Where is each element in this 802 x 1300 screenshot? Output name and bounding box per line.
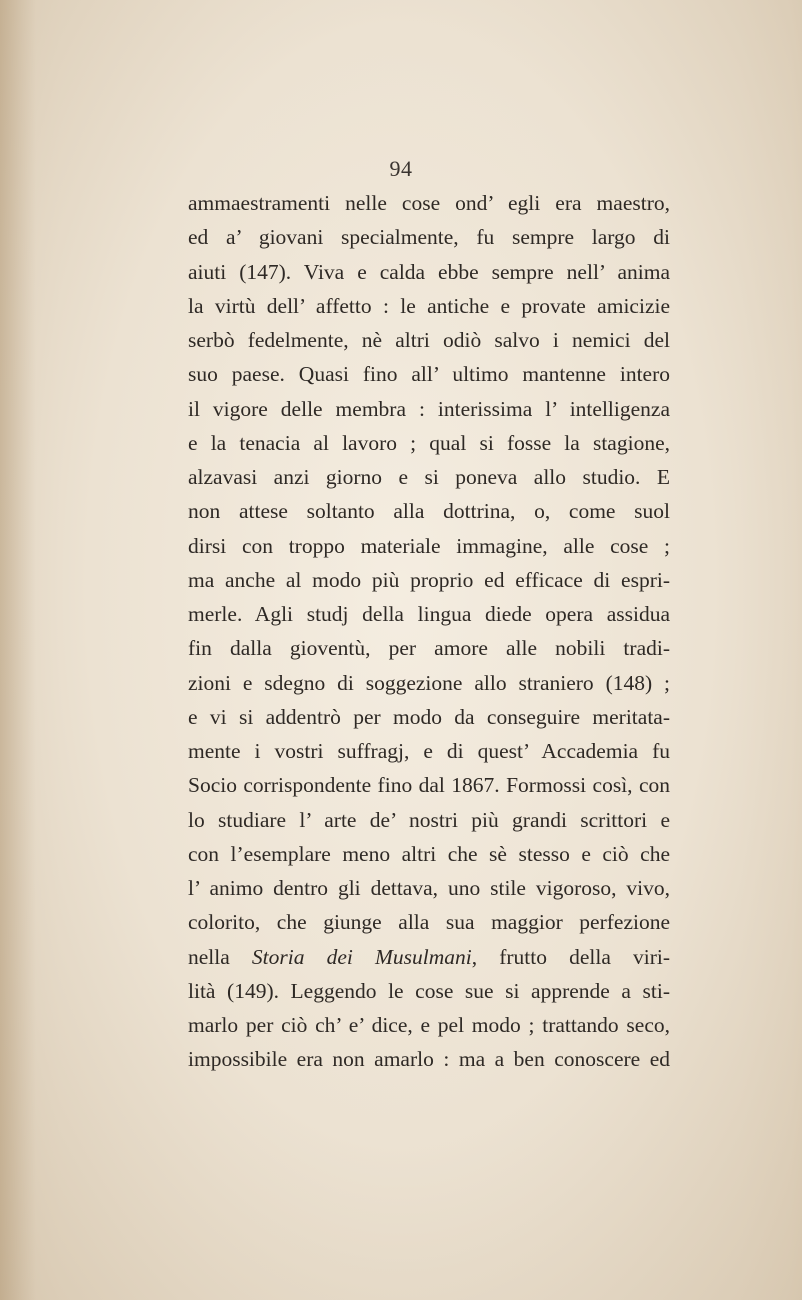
text-line: aiuti (147). Viva e calda ebbe sempre nell’ anima <box>188 259 670 284</box>
text-line: dirsi con troppo materiale immagine, alle cose ; <box>188 533 670 558</box>
text-line: alzavasi anzi giorno e si poneva allo studio. E <box>188 465 670 489</box>
text-segment: nella <box>188 944 252 969</box>
text-line: impossibile era non amarlo : ma a ben conoscere ed <box>188 1047 670 1072</box>
text-line: suo paese. Quasi fino all’ ultimo mantenne intero <box>188 362 670 387</box>
text-line: con l’esemplare meno altri che sè stesso e ciò che <box>188 841 670 866</box>
text-line: marlo per ciò ch’ e’ dice, e pel modo ; trattando seco, <box>188 1013 670 1037</box>
text-line: e vi si addentrò per modo da conseguire meritata- <box>188 704 670 729</box>
text-line-with-title <box>188 940 670 974</box>
text-line: lità (149). Leggendo le cose sue si apprende a sti- <box>188 978 670 1003</box>
text-segment: , frutto della viri- <box>471 944 670 969</box>
text-line: serbò fedelmente, nè altri odiò salvo i nemici del <box>188 328 670 352</box>
text-line: Socio corrispondente fino dal 1867. Formossi così, con <box>188 773 670 798</box>
text-line: colorito, che giunge alla sua maggior perfezione <box>188 910 670 935</box>
book-title-italic: Storia dei Musulmani <box>251 944 472 969</box>
text-line: fin dalla gioventù, per amore alle nobili tradi- <box>188 636 670 661</box>
text-line: e la tenacia al lavoro ; qual si fosse la stagione, <box>188 430 670 455</box>
page-number: 94 <box>389 156 413 181</box>
text-line: non attese soltanto alla dottrina, o, come suol <box>188 499 670 524</box>
text-line: il vigore delle membra : interissima l’ intelligenza <box>188 396 670 421</box>
page-edge-stain <box>0 0 36 1300</box>
text-line: l’ animo dentro gli dettava, uno stile vigoroso, vivo, <box>188 876 670 900</box>
text-line: ed a’ giovani specialmente, fu sempre largo di <box>188 225 670 250</box>
body-text <box>188 186 670 1077</box>
text-line: la virtù dell’ affetto : le antiche e provate amicizie <box>188 293 670 318</box>
text-line: ammaestramenti nelle cose ond’ egli era maestro, <box>188 191 670 215</box>
text-line: ma anche al modo più proprio ed efficace di espri- <box>188 567 670 592</box>
text-line: mente i vostri suffragj, e di quest’ Accademia fu <box>188 739 670 763</box>
text-line: merle. Agli studj della lingua diede opera assidua <box>188 602 670 626</box>
text-line: lo studiare l’ arte de’ nostri più grandi scrittori e <box>188 807 670 832</box>
text-line: zioni e sdegno di soggezione allo straniero (148) ; <box>188 670 670 695</box>
